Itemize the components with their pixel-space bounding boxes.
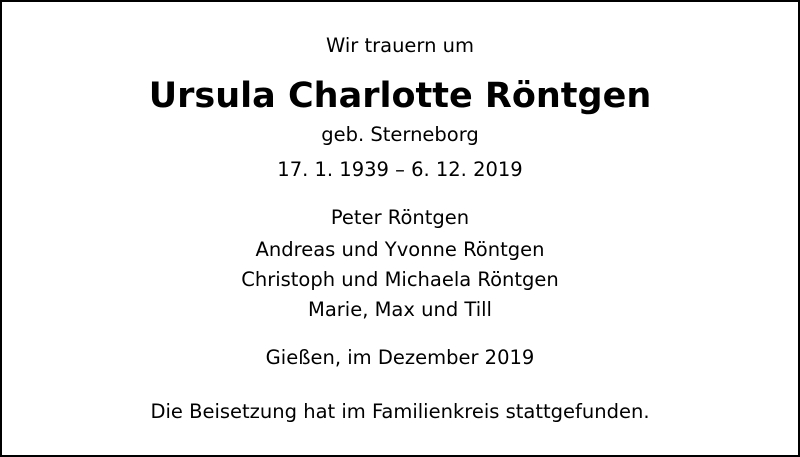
mourner-line: Peter Röntgen (330, 206, 470, 229)
maiden-name: geb. Sterneborg (321, 123, 479, 146)
mourner-line: Christoph und Michaela Röntgen (241, 268, 559, 291)
burial-note: Die Beisetzung hat im Familienkreis stattgefunden. (150, 400, 650, 423)
intro-text: Wir trauern um (325, 34, 475, 57)
deceased-name: Ursula Charlotte Röntgen (148, 76, 652, 116)
life-dates: 17. 1. 1939 – 6. 12. 2019 (277, 158, 523, 181)
place-date: Gießen, im Dezember 2019 (265, 346, 535, 369)
mourner-line: Marie, Max und Till (308, 298, 492, 321)
mourner-line: Andreas und Yvonne Röntgen (255, 238, 545, 261)
